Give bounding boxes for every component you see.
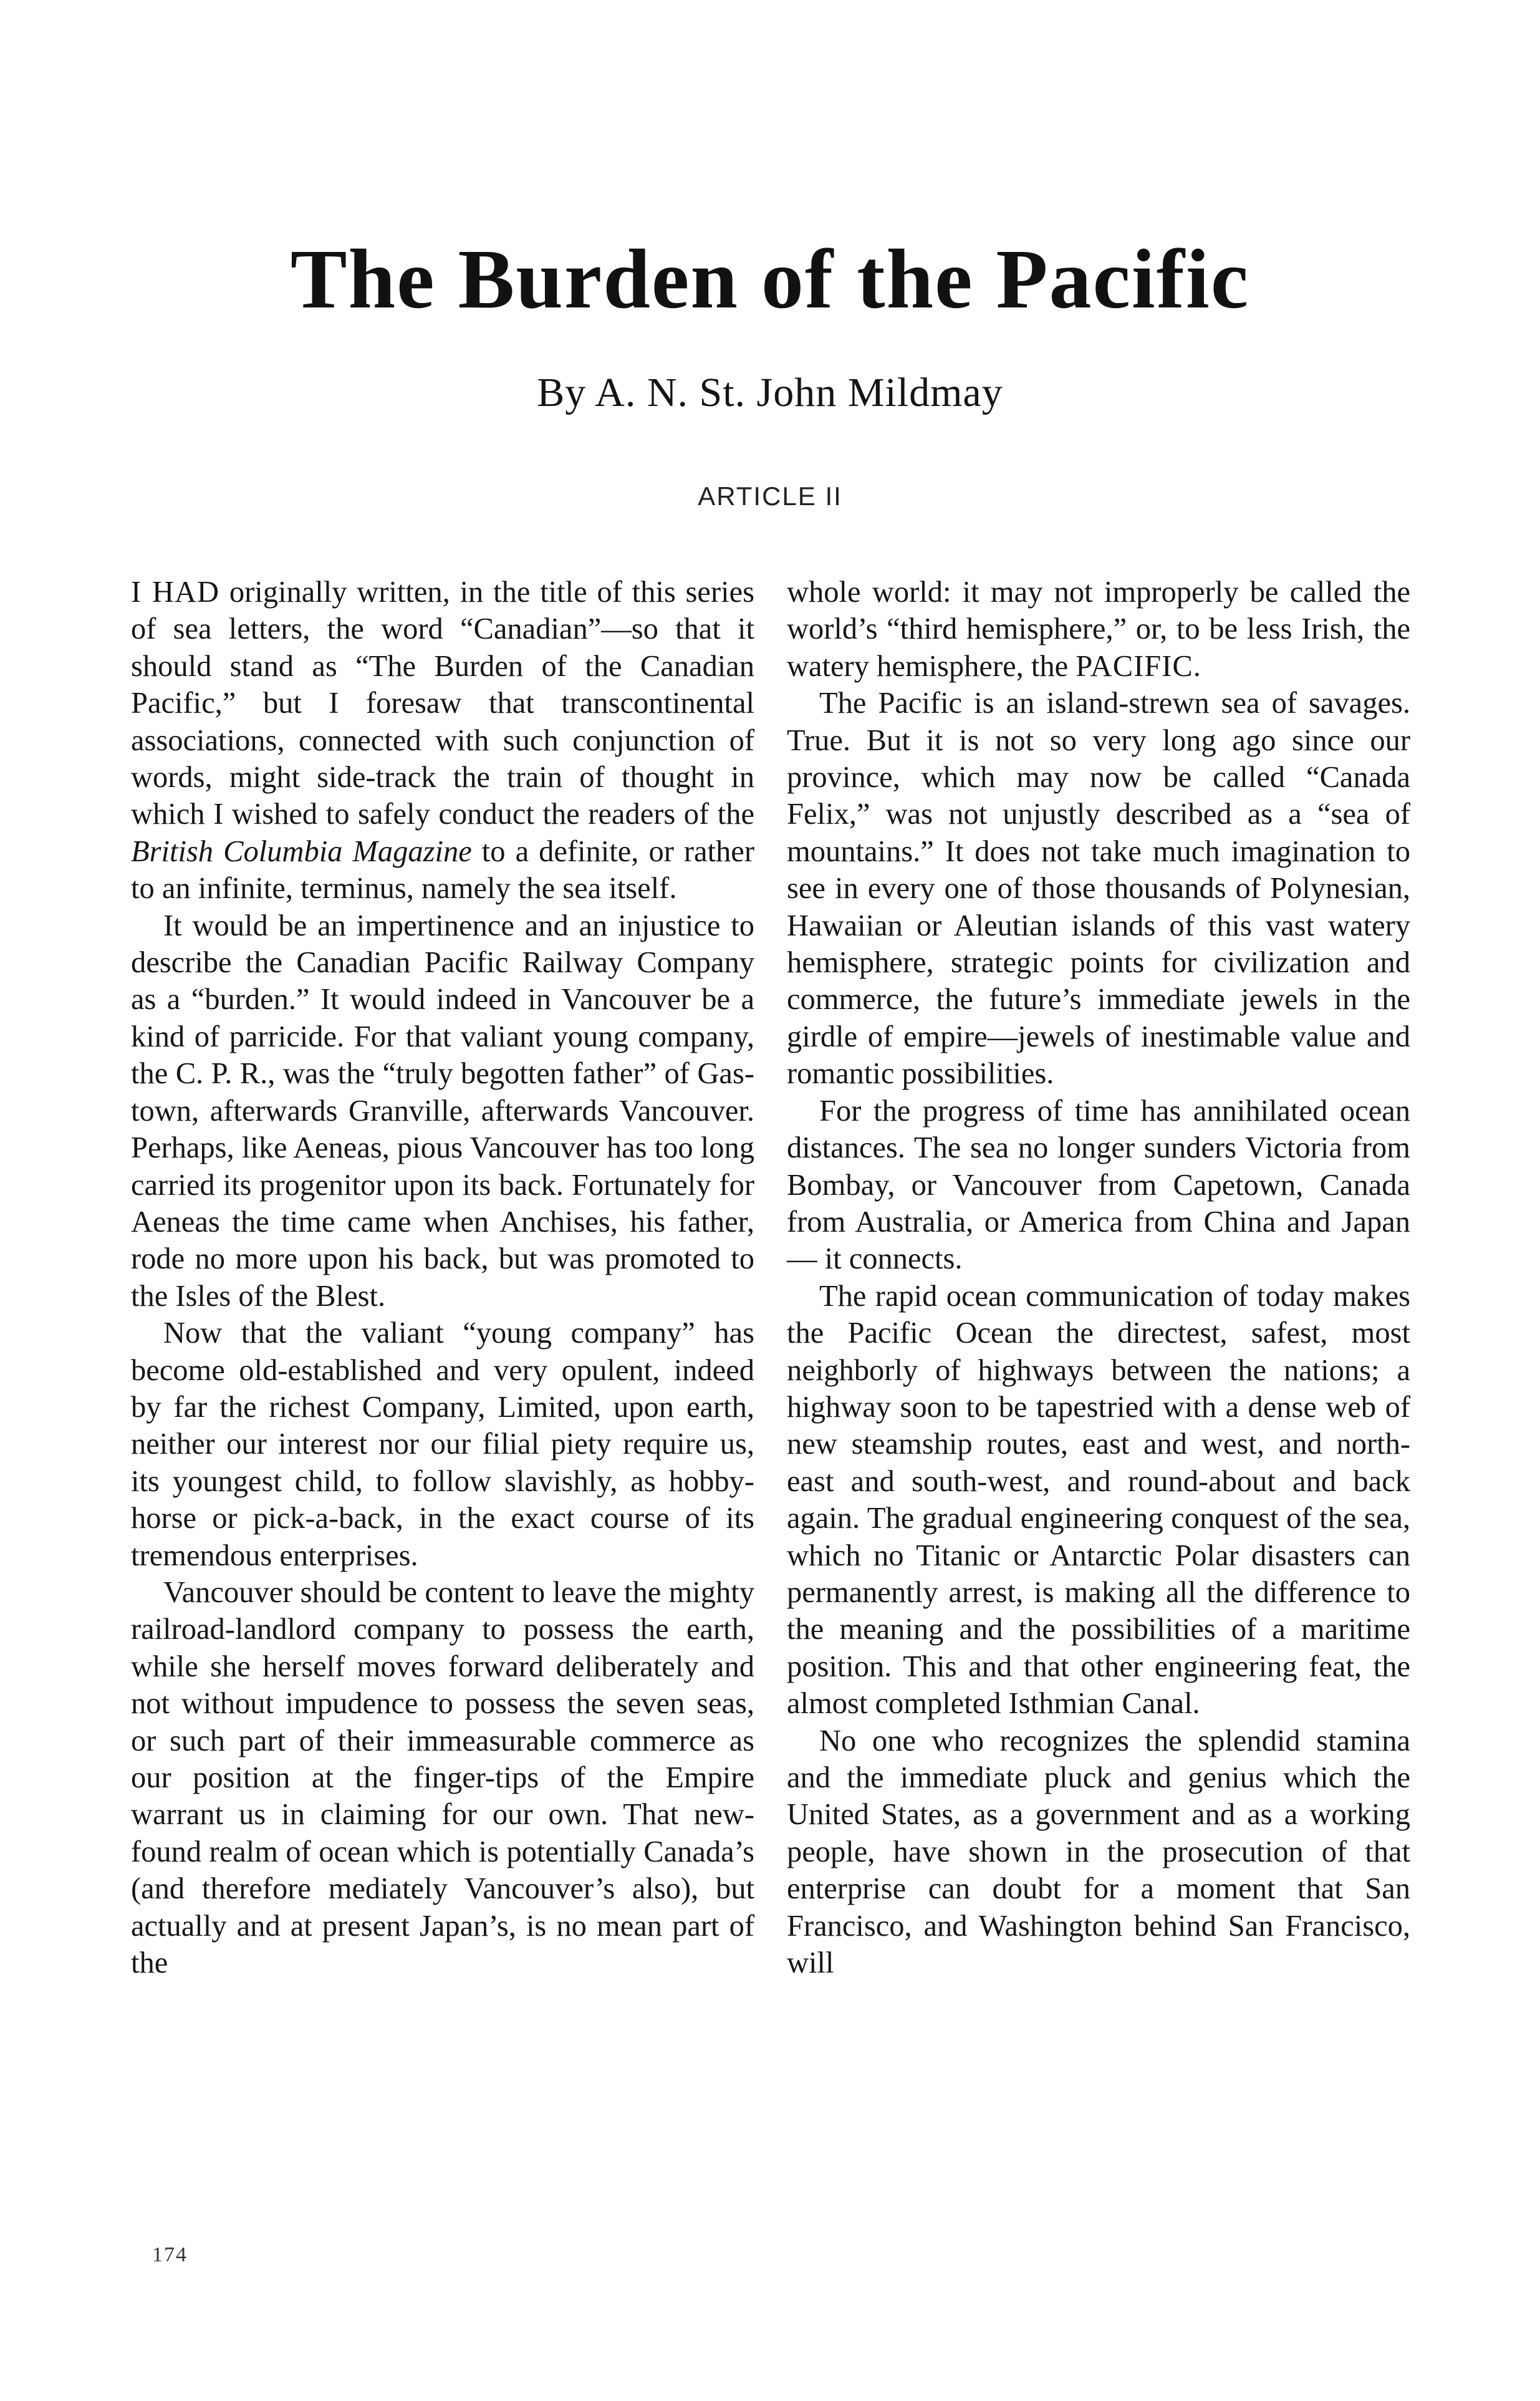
magazine-name: British Columbia Magazine	[131, 834, 472, 868]
pacific-smallcaps: PACIFIC	[1076, 649, 1193, 683]
left-column	[131, 574, 754, 1981]
right-paragraph-3: For the progress of time has annihilated ocean distances. The sea no longer sunders Victoria from Bombay, or Vancouver from Capetown, Canada from Australia, or America from China and Japan — it connects.	[787, 1094, 1410, 1276]
dropcap-opening: I HAD	[131, 576, 220, 609]
article-section-label: ARTICLE II	[698, 481, 842, 511]
article-byline: By A. N. St. John Mildmay	[537, 370, 1003, 415]
left-paragraph-1	[131, 574, 754, 907]
right-paragraph-1	[787, 574, 1410, 685]
left-paragraph-3: Now that the valiant “young company” has become old-established and very opulent, indeed by far the richest Company, Limited, upon earth, neither our interest nor our filial piety require us, its youngest child, to follow slavishly, as hobby-horse or pick-a-back, in the exact course of its tremendous enterprises.	[131, 1316, 754, 1572]
right-column	[787, 574, 1410, 1981]
right-paragraph-1-text-a: whole world: it may not improperly be called the world’s “third hemisphere,” or, to be less Irish, the watery hemisphere, the	[787, 576, 1410, 683]
left-paragraph-1-text-a: originally written, in the title of this series of sea letters, the word “Canadian”—so that it should stand as “The Burden of the Canadian Pacific,” but I foresaw that transcontinental associations, connected with such conjunction of words, might side-track the train of thought in which I wished to safely conduct the readers of the	[131, 576, 754, 831]
right-paragraph-4: The rapid ocean communication of today makes the Pacific Ocean the directest, safest, most neighborly of highways between the nations; a highway soon to be tapestried with a dense web of new steamship routes, east and west, and north-east and south-west, and round-about and back again. The gradual engineering conquest of the sea, which no Titanic or Antarctic Polar disasters can permanently arrest, is making all the difference to the meaning and the possibilities of a maritime position. This and that other engineering feat, the almost completed Isthmian Canal.	[787, 1279, 1410, 1721]
right-paragraph-5: No one who recognizes the splendid stamina and the immediate pluck and genius which the United States, as a government and as a working people, have shown in the prosecution of that enterprise can doubt for a moment that San Francisco, and Washington behind San Francisco, will	[787, 1724, 1410, 1980]
page-number: 174	[152, 2243, 188, 2266]
right-paragraph-1-text-b: .	[1193, 649, 1201, 683]
left-paragraph-2: It would be an impertinence and an injustice to describe the Canadian Pacific Railway Company as a “burden.” It would indeed in Vancouver be a kind of parricide. For that valiant young company, the C. P. R., was the “truly begotten father” of Gas-town, afterwards Granville, afterwards Vancouver. Perhaps, like Aeneas, pious Vancouver has too long carried its progenitor upon its back. Fortunately for Aeneas the time came when Anchises, his father, rode no more upon his back, but was promoted to the Isles of the Blest.	[131, 909, 754, 1313]
left-paragraph-1-text-b: to a definite, or rather to an infinite, terminus, namely the sea itself.	[131, 834, 754, 906]
right-paragraph-2: The Pacific is an island-strewn sea of savages. True. But it is not so very long ago since our province, which may now be called “Canada Felix,” was not unjustly described as a “sea of mountains.” It does not take much imagination to see in every one of those thousands of Polynesian, Hawaiian or Aleutian islands of this vast watery hemisphere, strategic points for civilization and commerce, the future’s immediate jewels in the girdle of empire—jewels of inestimable value and romantic possibilities.	[787, 687, 1410, 1091]
left-paragraph-4: Vancouver should be content to leave the mighty railroad-landlord company to possess the earth, while she herself moves forward deliberately and not without impudence to possess the seven seas, or such part of their immeasurable commerce as our position at the finger-tips of the Empire warrant us in claiming for our own. That new-found realm of ocean which is potentially Canada’s (and therefore mediately Vancouver’s also), but actually and at present Japan’s, is no mean part of the	[131, 1575, 754, 1980]
article-title: The Burden of the Pacific	[290, 233, 1250, 326]
